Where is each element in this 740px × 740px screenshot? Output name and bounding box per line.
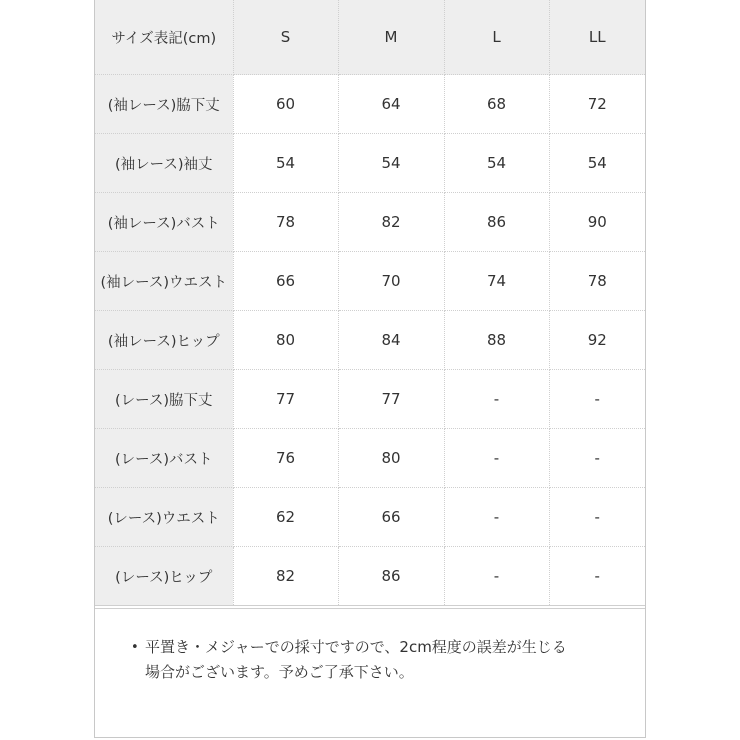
table-cell: 64	[338, 75, 444, 134]
table-cell: 88	[444, 311, 549, 370]
row-label: (袖レース)ウエスト	[95, 252, 233, 311]
table-cell: 77	[338, 370, 444, 429]
table-cell: -	[444, 429, 549, 488]
table-cell: 82	[338, 193, 444, 252]
row-label: (レース)ウエスト	[95, 488, 233, 547]
table-cell: 80	[233, 311, 338, 370]
table-cell: 78	[233, 193, 338, 252]
table-cell: 92	[549, 311, 645, 370]
table-row	[95, 429, 645, 488]
header-cell-l: L	[444, 0, 549, 75]
table-cell: 62	[233, 488, 338, 547]
size-table	[95, 0, 645, 606]
table-row	[95, 252, 645, 311]
row-label: (レース)脇下丈	[95, 370, 233, 429]
table-row	[95, 193, 645, 252]
note-line-2: 場合がございます。予めご了承下さい。	[145, 663, 414, 681]
table-cell: 54	[444, 134, 549, 193]
note-list	[131, 635, 621, 685]
table-cell: 74	[444, 252, 549, 311]
table-cell: -	[444, 547, 549, 606]
table-row	[95, 547, 645, 606]
table-row	[95, 370, 645, 429]
table-cell: 86	[444, 193, 549, 252]
table-cell: 68	[444, 75, 549, 134]
table-cell: 72	[549, 75, 645, 134]
header-cell-size-label: サイズ表記(cm)	[95, 0, 233, 75]
note-item	[131, 635, 621, 685]
row-label: (袖レース)バスト	[95, 193, 233, 252]
note-line-1: 平置き・メジャーでの採寸ですので、2cm程度の誤差が生じる	[145, 638, 567, 656]
note-section	[95, 608, 645, 737]
table-cell: -	[549, 370, 645, 429]
table-cell: 54	[233, 134, 338, 193]
size-chart-frame	[94, 0, 646, 738]
row-label: (袖レース)ヒップ	[95, 311, 233, 370]
table-cell: 76	[233, 429, 338, 488]
table-cell: 78	[549, 252, 645, 311]
table-cell: 80	[338, 429, 444, 488]
row-label: (レース)バスト	[95, 429, 233, 488]
table-cell: 60	[233, 75, 338, 134]
table-cell: -	[549, 488, 645, 547]
table-cell: -	[549, 429, 645, 488]
row-label: (レース)ヒップ	[95, 547, 233, 606]
row-label: (袖レース)袖丈	[95, 134, 233, 193]
table-cell: 82	[233, 547, 338, 606]
table-cell: 54	[338, 134, 444, 193]
table-row	[95, 488, 645, 547]
table-cell: 90	[549, 193, 645, 252]
table-cell: 70	[338, 252, 444, 311]
table-cell: -	[549, 547, 645, 606]
header-cell-ll: LL	[549, 0, 645, 75]
header-cell-m: M	[338, 0, 444, 75]
table-row	[95, 311, 645, 370]
row-label: (袖レース)脇下丈	[95, 75, 233, 134]
bullet-icon: •	[131, 640, 139, 655]
table-row	[95, 134, 645, 193]
header-cell-s: S	[233, 0, 338, 75]
table-cell: 66	[233, 252, 338, 311]
table-cell: 54	[549, 134, 645, 193]
table-cell: 77	[233, 370, 338, 429]
table-cell: 66	[338, 488, 444, 547]
table-header-row	[95, 0, 645, 75]
table-cell: -	[444, 370, 549, 429]
table-row	[95, 75, 645, 134]
table-cell: 86	[338, 547, 444, 606]
table-cell: -	[444, 488, 549, 547]
table-cell: 84	[338, 311, 444, 370]
